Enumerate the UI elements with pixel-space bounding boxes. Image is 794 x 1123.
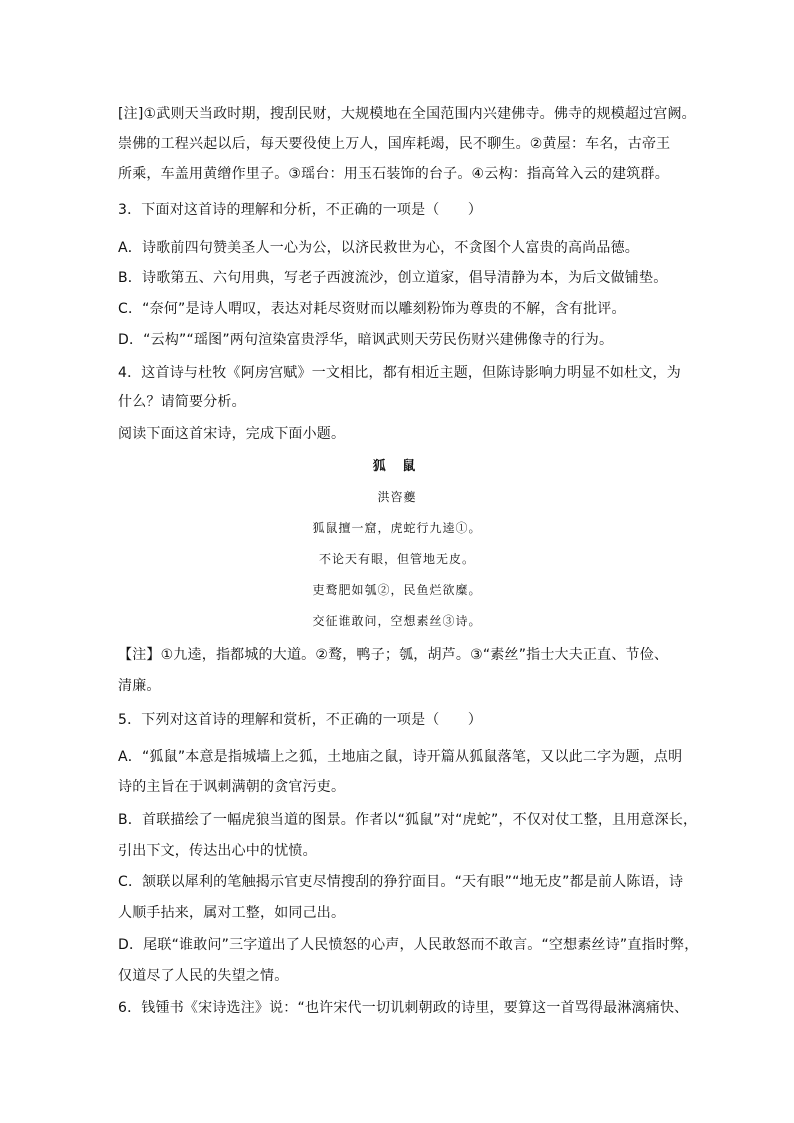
question-5-option-b-cont: 引出下文，传达出心中的忧愤。 — [118, 843, 317, 859]
question-6-line-1: 6．钱锺书《宋诗选注》说：“也许宋代一切讥刺朝政的诗里，要算这一首骂得最淋漓痛快、 — [118, 1000, 689, 1016]
question-4-line-1: 4．这首诗与杜牧《阿房宫赋》一文相比，都有相近主题，但陈诗影响力明显不如杜文，为 — [118, 365, 681, 381]
poem-line: 吏鹜肥如瓠②，民鱼烂欲糜。 — [312, 583, 482, 597]
question-5-option-b: B．首联描绘了一幅虎狼当道的图景。作者以“狐鼠”对“虎蛇”，不仅对仗工整，且用意深长， — [118, 812, 698, 828]
question-5-option-d: D．尾联“谁敢问”三字道出了人民愤怒的心声，人民敢怒而不敢言。“空想素丝诗”直指时弊， — [118, 937, 699, 953]
note-line-2: 崇佛的工程兴起以后，每天要役使上万人，国库耗竭，民不聊生。②黄屋：车名，古帝王 — [118, 136, 671, 152]
poem-author: 洪咨夔 — [377, 490, 417, 504]
question-4-line-2: 什么？请简要分析。 — [118, 394, 246, 410]
question-3-option-b: B．诗歌第五、六句用典，写老子西渡流沙，创立道家，倡导清静为本，为后文做铺垫。 — [118, 270, 668, 286]
question-5-option-a: A．“狐鼠”本意是指城墙上之狐，土地庙之鼠，诗开篇从狐鼠落笔，又以此二字为题，点明 — [118, 749, 683, 765]
reading-intro: 阅读下面这首宋诗，完成下面小题。 — [118, 426, 346, 442]
question-5-stem: 5．下列对这首诗的理解和赏析，不正确的一项是（ ） — [118, 712, 483, 728]
question-3-option-d: D．“云构”“瑶图”两句渲染富贵浮华，暗讽武则天劳民伤财兴建佛像寺的行为。 — [118, 332, 614, 348]
question-3-stem: 3．下面对这首诗的理解和分析，不正确的一项是（ ） — [118, 202, 483, 218]
question-5-option-d-cont: 仅道尽了人民的失望之情。 — [118, 968, 289, 984]
poem-line: 交征谁敢问，空想素丝③诗。 — [312, 614, 482, 628]
question-3-option-c: C．“奈何”是诗人喟叹，表达对耗尽资财而以雕刻粉饰为尊贵的不解，含有批评。 — [118, 301, 626, 317]
question-5-option-a-cont: 诗的主旨在于讽刺满朝的贪官污吏。 — [118, 779, 346, 795]
poem-note-line-1: 【注】①九逵，指都城的大道。②鹜，鸭子；瓠，胡芦。③“素丝”指士大夫正直、节俭、 — [118, 647, 669, 663]
poem-line: 狐鼠擅一窟，虎蛇行九逵①。 — [312, 521, 482, 535]
note-line-1: [注]①武则天当政时期，搜刮民财，大规模地在全国范围内兴建佛寺。佛寺的规模超过宫阙。 — [118, 106, 696, 122]
question-5-option-c: C．颔联以犀利的笔触揭示官吏尽情搜刮的狰狞面目。“天有眼”“地无皮”都是前人陈语，诗 — [118, 874, 684, 890]
poem-line: 不论天有眼，但管地无皮。 — [318, 552, 475, 566]
question-5-option-c-cont: 人顺手拈来，属对工整，如同己出。 — [118, 905, 346, 921]
question-3-option-a: A．诗歌前四句赞美圣人一心为公，以济民救世为心，不贪图个人富贵的高尚品德。 — [118, 240, 639, 256]
note-line-3: 所乘，车盖用黄缯作里子。③瑶台：用玉石装饰的台子。④云构：指高耸入云的建筑群。 — [118, 166, 669, 182]
poem-title: 狐 鼠 — [372, 459, 422, 474]
poem-note-line-2: 清廉。 — [118, 678, 161, 694]
